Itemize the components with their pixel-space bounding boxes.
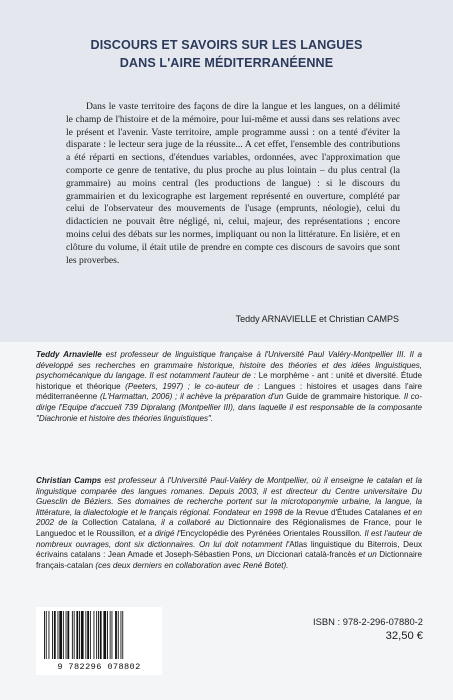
barcode-bar bbox=[87, 611, 89, 659]
barcode-bar bbox=[115, 611, 117, 659]
bio-title: Le morphème - ant : unité et diversité. Étude historique et théorique bbox=[36, 371, 422, 391]
back-cover-blurb: Dans le vaste territoire des façons de dire la langue et les langues, on a délimité le champ de l'histoire et de la mémoire, pour lui-même et aussi dans ses relations avec le présent et l'avenir. Vaste territoire, ample programme aussi : on a tenté d'éviter la disparate : le lecteur sera juge de la réussite... A cet effet, l'ensemble des contributions a été réparti en sections, d'étendues variables, ordonnées, avec l'approximation que comporte ce genre de tentative, du plus proche au plus lointain – du plus central (la grammaire) au moins central (les productions de langue) : si le discours du grammairien et du lexicographe est largement représenté en ouverture, complété par celui de l'observateur des mouvements de l'usage (emprunts, néologie), celui du didacticien ne pouvait être négligé, ni, celui, majeur, des représentations ; encore moins celui des débats sur les normes, impliquant ou non la littérature. En lisière, et en clôture du volume, il était utile de prendre en compte ces discours de savoirs que sont les proverbes. bbox=[66, 101, 400, 266]
bio-title: Encyclopédie des Pyrénées Orientales Roussillon bbox=[180, 528, 360, 538]
bio-name: Teddy Arnavielle bbox=[36, 350, 102, 359]
bio-text: (Peeters, 1997) ; le co-auteur de : bbox=[120, 381, 265, 391]
book-title bbox=[0, 36, 453, 72]
barcode-bar bbox=[67, 611, 69, 659]
barcode-bar bbox=[58, 611, 59, 659]
barcode bbox=[36, 607, 162, 675]
barcode-bar bbox=[59, 611, 62, 659]
bio-title: Atlas linguistique du Biterrois, Deux écrivains catalans : Jean Amade et Joseph-Sébastien Pons bbox=[36, 539, 422, 560]
barcode-bar bbox=[85, 611, 86, 659]
bio-text: , il a collaboré au bbox=[154, 518, 229, 528]
bio-text: , et a dirigé l' bbox=[133, 528, 181, 538]
bio-text: est professeur de linguistique française à l'Université Paul Valéry-Montpellier III. Il a développé ses recherches en grammaire historique, histoire des théories et des idées linguistiques, psychomécanique du langage. Il est notamment l'auteur de : bbox=[36, 350, 422, 381]
bio-title: Langues : histoires et usages dans l'aire méditerranéenne bbox=[36, 381, 422, 402]
bio-title: Collection Catalana bbox=[82, 518, 155, 528]
price-label: 32,50 € bbox=[385, 630, 423, 642]
barcode-bar bbox=[94, 611, 95, 659]
barcode-bar bbox=[121, 611, 122, 659]
barcode-bar bbox=[54, 611, 56, 659]
barcode-bar bbox=[49, 611, 50, 659]
barcode-bar bbox=[79, 611, 80, 659]
barcode-bar bbox=[118, 611, 119, 659]
bio-text: . Il est l'auteur de nombreux ouvrages, dont six dictionnaires. On lui doit notamment l' bbox=[36, 528, 422, 549]
barcode-bar bbox=[63, 611, 64, 659]
barcode-bar bbox=[44, 611, 45, 659]
bio-title: Dictionnaire français-catalan bbox=[36, 550, 423, 570]
barcode-bar bbox=[107, 611, 108, 659]
barcode-bar bbox=[100, 611, 102, 659]
barcode-bar bbox=[112, 611, 113, 659]
title-line-2: DANS L'AIRE MÉDITERRANÉENNE bbox=[119, 56, 334, 70]
barcode-bar bbox=[122, 611, 123, 659]
barcode-bars bbox=[44, 611, 154, 659]
barcode-bar bbox=[90, 611, 91, 659]
barcode-bar bbox=[46, 611, 47, 659]
isbn-label: ISBN : 978-2-296-07880-2 bbox=[313, 616, 423, 627]
barcode-number: 9 782296 078802 bbox=[57, 662, 141, 672]
barcode-bar bbox=[81, 611, 84, 659]
author-bio-arnavielle bbox=[36, 350, 422, 424]
barcode-bar bbox=[52, 611, 53, 659]
barcode-bar bbox=[72, 611, 73, 659]
bio-text: . Il co-dirige l'Equipe d'accueil 739 Dipralang (Montpellier III), dans laquelle il est responsable de la composante "Diachronie et histoire des théories linguistiques". bbox=[36, 392, 422, 423]
barcode-bar bbox=[96, 611, 97, 659]
bio-text: et un bbox=[355, 550, 380, 560]
bio-text: (ces deux derniers en collaboration avec René Botet). bbox=[93, 560, 289, 570]
author-bio-camps bbox=[36, 476, 422, 571]
bio-text: et en 2002 de la bbox=[36, 507, 422, 528]
barcode-bar bbox=[76, 611, 78, 659]
barcode-bar bbox=[74, 611, 75, 659]
bio-text: , un bbox=[250, 550, 268, 560]
bio-title: Diccionari català-francès bbox=[267, 550, 356, 560]
bio-text: est professeur à l'Université Paul-Valéry de Montpellier, où il enseigne le catalan et la linguistique comparée des langues romanes. Depuis 2003, il est directeur du Centre universitaire Du Guesclin de Béziers. Ses domaines de recherche portent sur la microtoponymie urbaine, la langue, la littérature, la dialectologie et le français régional. Fondateur en 1998 de la bbox=[36, 476, 422, 517]
title-line-1: DISCOURS ET SAVOIRS SUR LES LANGUES bbox=[90, 38, 363, 52]
barcode-bar bbox=[66, 611, 67, 659]
editors-credit: Teddy ARNAVIELLE et Christian CAMPS bbox=[235, 314, 399, 324]
bio-title: Guide de grammaire historique bbox=[286, 392, 399, 402]
bio-text: (L'Harmattan, 2006) ; il achève la préparation d'un bbox=[97, 392, 287, 402]
bio-title: Revue d'Études Catalanes bbox=[305, 507, 402, 517]
barcode-bar bbox=[110, 611, 111, 659]
barcode-bar bbox=[98, 611, 99, 659]
bio-name: Christian Camps bbox=[36, 476, 102, 485]
barcode-bar bbox=[103, 611, 106, 659]
bio-title: Dictionnaire des Régionalismes de France, pour le Languedoc et le Roussillon bbox=[36, 518, 422, 538]
